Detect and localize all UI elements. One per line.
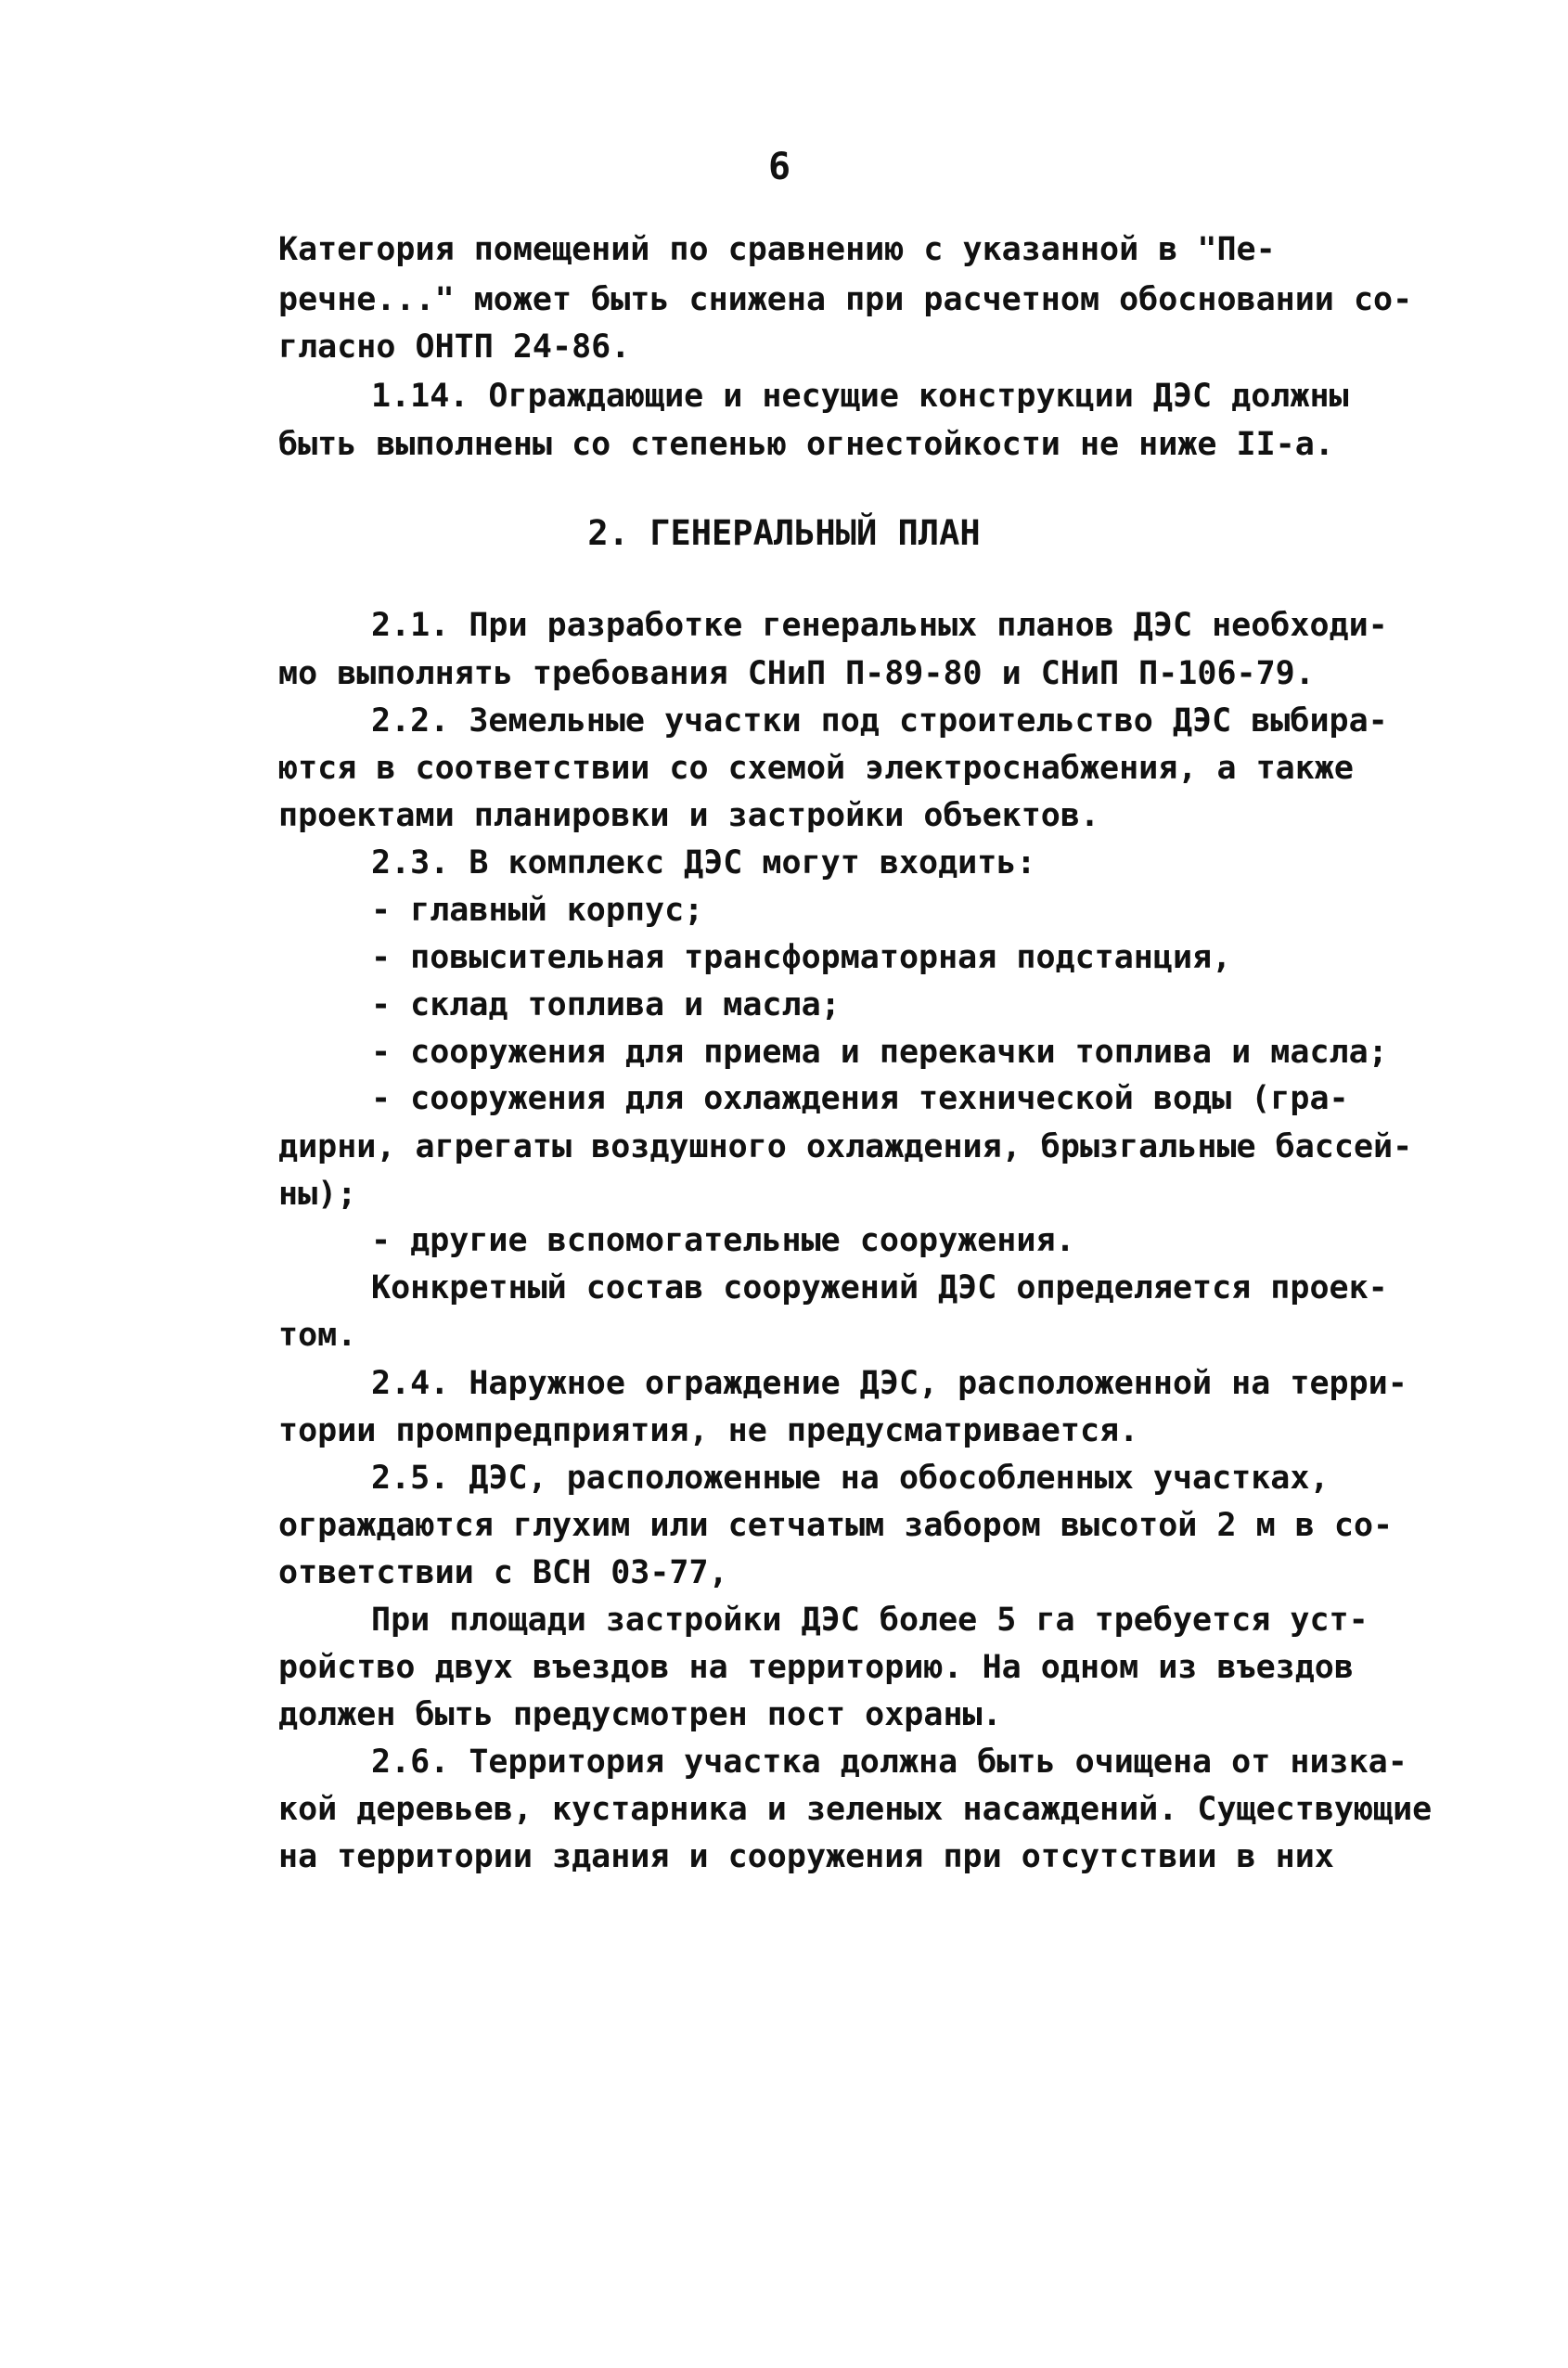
text-line: тории промпредприятия, не предусматривается. — [278, 1412, 1139, 1449]
text-line: 2.5. ДЭС, расположенные на обособленных участках, — [371, 1460, 1330, 1497]
text-line: на территории здания и сооружения при отсутствии в них — [278, 1838, 1334, 1875]
text-line: гласно ОНТП 24-86. — [278, 328, 631, 366]
list-item: - сооружения для охлаждения технической воды (гра- — [371, 1080, 1349, 1117]
list-item: - повысительная трансформаторная подстанция, — [371, 939, 1232, 976]
list-item: - склад топлива и масла; — [371, 986, 841, 1023]
text-line: Конкретный состав сооружений ДЭС определяется проек- — [371, 1269, 1388, 1306]
text-line: 1.14. Ограждающие и несущие конструкции ДЭС должны — [371, 378, 1349, 415]
text-line: речне..." может быть снижена при расчетном обосновании со- — [278, 281, 1413, 318]
text-line: ройство двух въездов на территорию. На одном из въездов — [278, 1649, 1354, 1686]
text-line: 2.2. Земельные участки под строительство ДЭС выбира- — [371, 702, 1388, 740]
text-line: кой деревьев, кустарника и зеленых насаждений. Существующие — [278, 1791, 1433, 1828]
text-line: должен быть предусмотрен пост охраны. — [278, 1696, 1002, 1733]
list-item: - другие вспомогательные сооружения. — [371, 1222, 1075, 1259]
text-line: мо выполнять требования СНиП П-89-80 и СНиП П-106-79. — [278, 655, 1315, 692]
text-line: ются в соответствии со схемой электроснабжения, а также — [278, 750, 1354, 787]
text-line: 2.6. Территория участка должна быть очищена от низка- — [371, 1744, 1407, 1781]
text-line: При площади застройки ДЭС более 5 га требуется уст- — [371, 1602, 1369, 1639]
text-line: ограждаются глухим или сетчатым забором высотой 2 м в со- — [278, 1507, 1394, 1544]
text-line: том. — [278, 1317, 357, 1354]
list-item: - сооружения для приема и перекачки топлива и масла; — [371, 1034, 1388, 1071]
text-line: ответствии с ВСН 03-77, — [278, 1554, 728, 1591]
section-title: 2. ГЕНЕРАЛЬНЫЙ ПЛАН — [587, 513, 981, 553]
text-line: ны); — [278, 1176, 357, 1213]
text-line: проектами планировки и застройки объектов. — [278, 797, 1100, 834]
page-number: 6 — [767, 146, 791, 188]
text-line: 2.4. Наружное ограждение ДЭС, расположенной на терри- — [371, 1365, 1407, 1402]
text-line: 2.3. В комплекс ДЭС могут входить: — [371, 844, 1036, 882]
text-line: быть выполнены со степенью огнестойкости не ниже II-а. — [278, 426, 1334, 463]
text-line: 2.1. При разработке генеральных планов ДЭС необходи- — [371, 607, 1388, 644]
text-line: дирни, агрегаты воздушного охлаждения, брызгальные бассей- — [278, 1128, 1413, 1165]
text-line: Категория помещений по сравнению с указанной в "Пе- — [278, 231, 1276, 268]
list-item: - главный корпус; — [371, 892, 704, 929]
